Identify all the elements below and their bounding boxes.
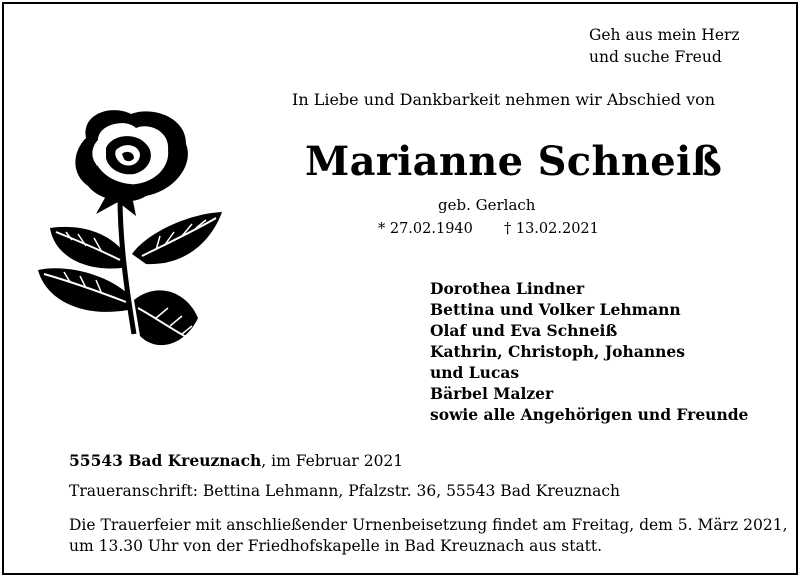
birth-date: * 27.02.1940 [378, 221, 473, 237]
mourners-list [430, 278, 748, 425]
life-dates [378, 221, 599, 237]
mourning-address: Traueranschrift: Bettina Lehmann, Pfalzstr. 36, 55543 Bad Kreuznach [69, 482, 620, 500]
place-and-date [69, 451, 403, 470]
mourner-line: Kathrin, Christoph, Johannes [430, 342, 685, 361]
intro-text: In Liebe und Dankbarkeit nehmen wir Abschied von [292, 90, 716, 109]
mourner-line: und Lucas [430, 363, 520, 382]
deceased-name: Marianne Schneiß [305, 138, 723, 185]
service-line-1: Die Trauerfeier mit anschließender Urnenbeisetzung findet am Freitag, dem 5. März 2021, [69, 516, 788, 534]
motto-line-1: Geh aus mein Herz [589, 26, 740, 44]
place-city: 55543 Bad Kreuznach [69, 451, 262, 470]
motto-line-2: und suche Freud [589, 48, 722, 66]
mourner-line: Bärbel Malzer [430, 384, 554, 403]
death-date: † 13.02.2021 [504, 221, 599, 237]
mourner-line: Bettina und Volker Lehmann [430, 300, 681, 319]
mourner-line: Dorothea Lindner [430, 279, 585, 298]
maiden-name: geb. Gerlach [438, 196, 536, 214]
funeral-service-info [69, 515, 788, 557]
rose-icon [36, 104, 226, 360]
place-date: , im Februar 2021 [261, 452, 404, 470]
motto [589, 24, 740, 68]
service-line-2: um 13.30 Uhr von der Friedhofskapelle in Bad Kreuznach aus statt. [69, 537, 603, 555]
mourner-line: Olaf und Eva Schneiß [430, 321, 618, 340]
mourner-line: sowie alle Angehörigen und Freunde [430, 405, 749, 424]
